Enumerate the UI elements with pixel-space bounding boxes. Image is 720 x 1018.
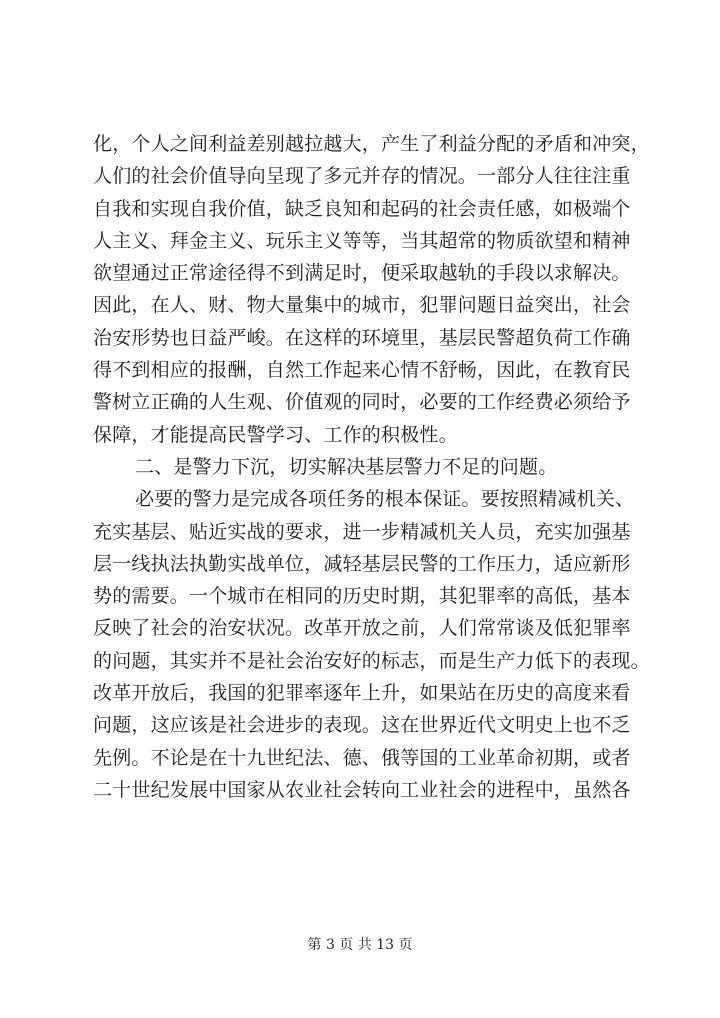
- text-line: 警树立正确的人生观、价值观的同时，必要的工作经费必须给予: [93, 391, 631, 414]
- text-line: 自我和实现自我价值，缺乏良知和起码的社会责任感，如极端个: [93, 197, 631, 220]
- body-text: [93, 128, 650, 806]
- text-line: 反映了社会的治安状况。改革开放之前，人们常常谈及低犯罪率: [93, 617, 631, 640]
- text-line: 因此，在人、财、物大量集中的城市，犯罪问题日益突出，社会: [93, 294, 631, 317]
- text-line: 保障，才能提高民警学习、工作的积极性。: [93, 423, 458, 446]
- text-line: 势的需要。一个城市在相同的历史时期，其犯罪率的高低，基本: [93, 585, 631, 608]
- text-line: 二十世纪发展中国家从农业社会转向工业社会的进程中，虽然各: [93, 778, 631, 801]
- text-line: 充实基层、贴近实战的要求，进一步精减机关人员，充实加强基: [93, 520, 631, 543]
- text-line: 先例。不论是在十九世纪法、德、俄等国的工业革命初期，或者: [93, 746, 631, 769]
- text-line: 人们的社会价值导向呈现了多元并存的情况。一部分人往往注重: [93, 165, 631, 188]
- text-line: 治安形势也日益严峻。在这样的环境里，基层民警超负荷工作确: [93, 326, 631, 349]
- text-line: 问题，这应该是社会进步的表现。这在世界近代文明史上也不乏: [93, 714, 631, 737]
- text-line: 人主义、拜金主义、玩乐主义等等，当其超常的物质欲望和精神: [93, 229, 631, 252]
- text-line: 必要的警力是完成各项任务的根本保证。要按照精减机关、: [135, 488, 635, 511]
- text-line: 层一线执法执勤实战单位，减轻基层民警的工作压力，适应新形: [93, 552, 631, 575]
- text-line: 改革开放后，我国的犯罪率逐年上升，如果站在历史的高度来看: [93, 682, 631, 705]
- text-line: 得不到相应的报酬，自然工作起来心情不舒畅，因此，在教育民: [93, 359, 631, 382]
- text-line: 的问题，其实并不是社会治安好的标志，而是生产力低下的表现。: [93, 649, 650, 672]
- page-footer: 第 3 页 共 13 页: [307, 937, 413, 953]
- text-line: 化，个人之间利益差别越拉越大，产生了利益分配的矛盾和冲突，: [93, 133, 650, 155]
- text-line: 欲望通过正常途径得不到满足时，便采取越轨的手段以求解决。: [93, 262, 631, 285]
- text-line: 二、是警力下沉，切实解决基层警力不足的问题。: [135, 455, 558, 478]
